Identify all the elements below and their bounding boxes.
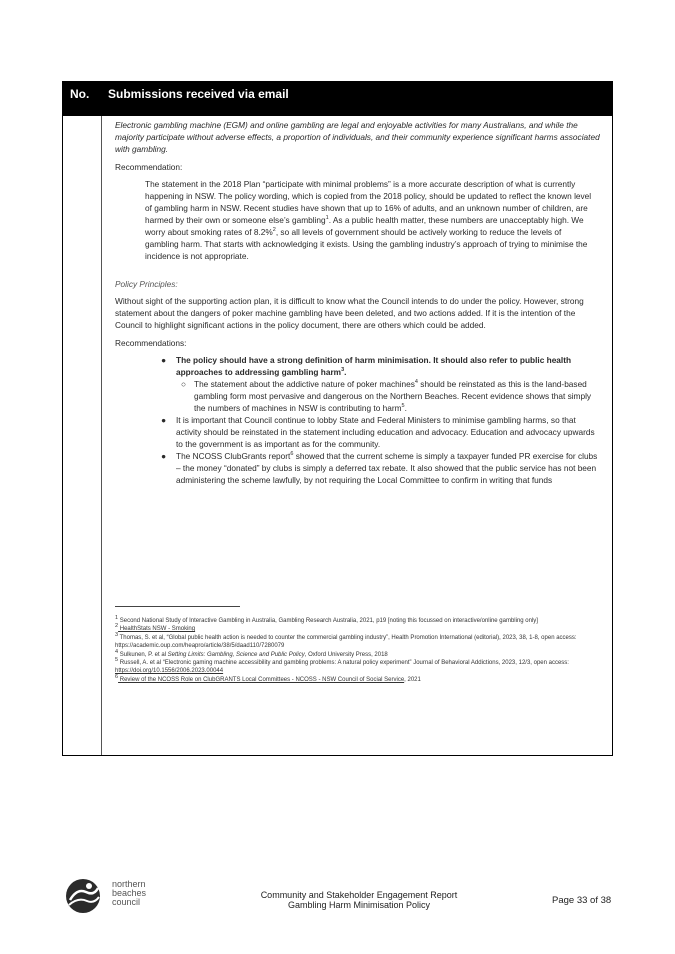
northern-beaches-council-logo-icon (60, 876, 106, 916)
list-item: ● The policy should have a strong definition of harm minimisation. It should also refer to public health approaches to addressing gambling harm$^3$. (161, 355, 572, 377)
header-title: Submissions received via email (108, 87, 289, 101)
bullet-icon: ● (161, 355, 167, 365)
list-item: ● It is important that Council continue to lobby State and Federal Ministers to minimise gambling harms, so that activity should be reinstated in the statement including education and advocacy. Education and advocacy upwards to the government is as important as for the community. (161, 415, 595, 449)
list-item: ○ The statement about the addictive nature of poker machines$^4$ should be reinstated as this is the land-based gambling form most pervasive and dangerous on the Northern Beaches. Recent evidence shows that simply the numbers of machines in NSW is contributing to harm$^5$. (181, 379, 592, 413)
footnote-6[interactable]: $^6$ Review of the NCOSS Role on ClubGRANTS Local Committees - NCOSS - NSW Council of Social Service, 2021 (115, 673, 421, 683)
intro-paragraph: Electronic gambling machine (EGM) and online gambling are legal and enjoyable activities for many Australians, and while the majority participate without adverse effects, a proportion of individuals, and their community experience significant harms associated with gambling. (115, 120, 600, 154)
recommendation-label: Recommendation: (115, 162, 183, 172)
column-divider (101, 116, 102, 755)
bullet-icon: ● (161, 451, 167, 461)
council-brand: northern beaches council (112, 879, 147, 907)
table-header (63, 82, 612, 116)
footnotes (115, 617, 605, 684)
footer-title: Community and Stakeholder Engagement Report Gambling Harm Minimisation Policy (260, 890, 458, 910)
footnote-1: $^1$ Second National Study of Interactive Gambling in Australia, Gambling Research Australia, 2021, p19 [noting this focussed on interactive/online gambling only] (115, 615, 538, 624)
list-item: ● The NCOSS ClubGrants report$^6$ showed that the current scheme is simply a taxpayer funded PR exercise for clubs – the money “donated” by clubs is simply a deferred tax rebate. It also showed that the public service has not been administering the scheme lawfully, by not requiring the Local Committee to confirm in writing that funds (161, 451, 598, 485)
footnote-4: $^4$ Sulkunen, P. et al Setting Limits: Gambling, Science and Public Policy, Oxford University Press, 2018 (115, 648, 388, 658)
bullet-icon: ● (161, 415, 167, 425)
sub-bullet-icon: ○ (181, 379, 187, 389)
submissions-table (62, 81, 613, 756)
submission-body (115, 119, 600, 486)
recommendations-list (115, 354, 600, 486)
recommendations-label: Recommendations: (115, 338, 187, 348)
policy-principles-heading: Policy Principles: (115, 279, 178, 289)
footnote-rule (115, 606, 240, 607)
footnote-2[interactable]: $^2$ HealthStats NSW - Smoking (115, 623, 196, 633)
footnote-5: $^5$ Russell, A. et al “Electronic gaming machine accessibility and gambling problems: A natural policy experiment” Journal of Behavioral Addictions, 2023, 12/3, open access: https://doi.org/10.1556/2006.2023.00044 (115, 657, 569, 675)
footnote-3: $^3$ Thomas, S. et al, “Global public health action is needed to counter the commercial gambling industry”, Health Promotion International (editorial), 2023, 38, 1-8, open access: https://academic.oup.com/heapro/article/38/5/daad110/7280079 (115, 631, 577, 650)
header-no: No. (70, 87, 90, 101)
principles-paragraph: Without sight of the supporting action plan, it is difficult to know what the Council intends to do under the policy. However, strong statement about the dangers of poker machine gambling have been deleted, and two actions added. If it is the intention of the Council to highlight significant actions in the policy document, there are others which could be added. (115, 296, 584, 330)
page-number: Page 33 of 38 (552, 895, 612, 906)
doi-link[interactable]: https://doi.org/10.1556/2006.2023.00044 (115, 668, 224, 675)
recommendation-paragraph: The statement in the 2018 Plan “participate with minimal problems” is a more accurate description of what is currently happening in NSW. The policy wording, which is copied from the 2018 policy, should be updated to reflect the known level of gambling harm in NSW. Recent studies have shown that up to 16% of adults, and an unknown number of children, are harmed by their own or someone else’s gambling$^1$. As a public health matter, these numbers are unacceptably high. We worry about smoking rates of 8.2%$^2$, so all levels of government should be actively working to reduce the levels of gambling harm. That starts with acknowledging it exists. Using the gambling industry’s approach of trying to minimise the incidence is not appropriate. (145, 179, 592, 261)
